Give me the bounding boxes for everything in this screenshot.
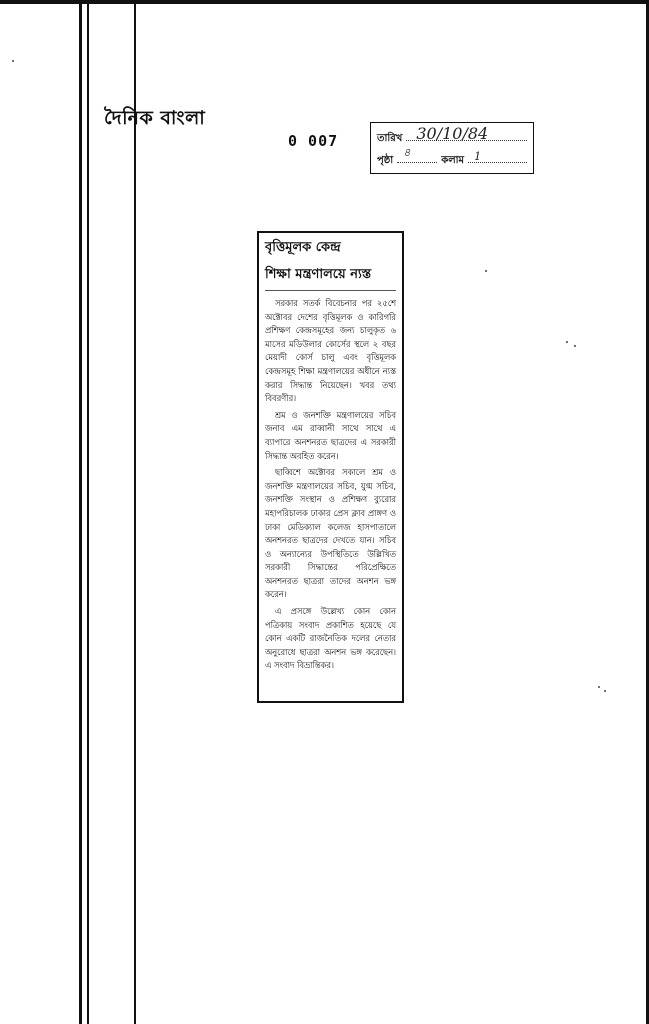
archive-stamp [370,122,534,174]
scan-speck [598,686,600,688]
scan-speck [574,345,576,347]
binding-line-1 [79,0,82,1024]
stamp-column-value: 1 [474,150,482,163]
clipping-paragraph: ছাব্বিশে অক্টোবর সকালে শ্রম ও জনশক্তি মন্ত্রণালয়ের সচিব, যুগ্ম সচিব, জনশক্তি সংস্থান ও প্রশিক্ষণ ব্যুরোর মহাপরিচালক ঢাকার প্রেস ক্লাব প্রাঙ্গণ ও ঢাকা মেডিক্যাল কলেজ হাসপাতালে অনশনরত ছাত্রদের দেখতে যান। সচিব ও অন্যান্যের উপস্থিতিতে উল্লিখিত সরকারী সিদ্ধান্তের পরিপ্রেক্ষিতে অনশনরত ছাত্ররা তাদের অনশন ভঙ্গ করেন। [265,467,396,600]
scan-speck [566,341,568,343]
scan-top-edge [0,0,649,4]
clipping-paragraph: এ প্রসঙ্গে উল্লেখ্য কোন কোন পত্রিকায় সংবাদ প্রকাশিত হয়েছে যে কোন একটি রাজনৈতিক দলের নেতার অনুরোধে ছাত্ররা অনশন ভঙ্গ করেছেন। এ সংবাদ বিভ্রান্তিকর। [265,606,396,671]
binding-line-3 [134,0,136,1024]
clipping-paragraph: শ্রম ও জনশক্তি মন্ত্রণালয়ের সচিব জনাব এম রাব্বানী সাথে সাথে এ ব্যাপারে অনশনরত ছাত্রদের এ সরকারী সিদ্ধান্ত অবহিত করেন। [265,409,396,461]
clipping-paragraph: সরকার সতর্ক বিবেচনার পর ২৫শে অক্টোবর দেশের বৃত্তিমূলক ও কারিগরি প্রশিক্ষণ কেন্দ্রসমূহের জন্য চালুকৃত ৬ মাসের মডিউলার কোর্সের স্থলে ২ বছর মেয়াদী কোর্স চালু এবং বৃত্তিমূলক কেন্দ্রসমূহ শিক্ষা মন্ত্রণালয়ের অধীনে ন্যস্ত করার সিদ্ধান্ত নিয়েছেন। খবর তথ্য বিবরণীর। [265,298,396,404]
clipping-headline-1: বৃত্তিমূলক কেন্দ্র [265,240,341,255]
file-number: 0 007 [288,132,339,150]
binding-line-2 [87,0,89,1024]
scan-speck [12,60,14,62]
stamp-column-label: কলাম [441,155,465,166]
stamp-page-value: ৪ [403,146,411,159]
stamp-date-row [377,126,527,148]
stamp-date-value: 30/10/84 [416,124,489,143]
newspaper-name: দৈনিক বাংলা [104,107,206,129]
news-clipping [257,231,404,703]
scan-speck [485,270,487,272]
scan-speck [604,690,606,692]
clipping-headline-2: শিক্ষা মন্ত্রণালয়ে ন্যস্ত [265,265,396,291]
stamp-page-label: পৃষ্ঠা [377,155,394,166]
stamp-date-label: তারিখ [377,133,403,144]
stamp-page-row [377,148,527,170]
